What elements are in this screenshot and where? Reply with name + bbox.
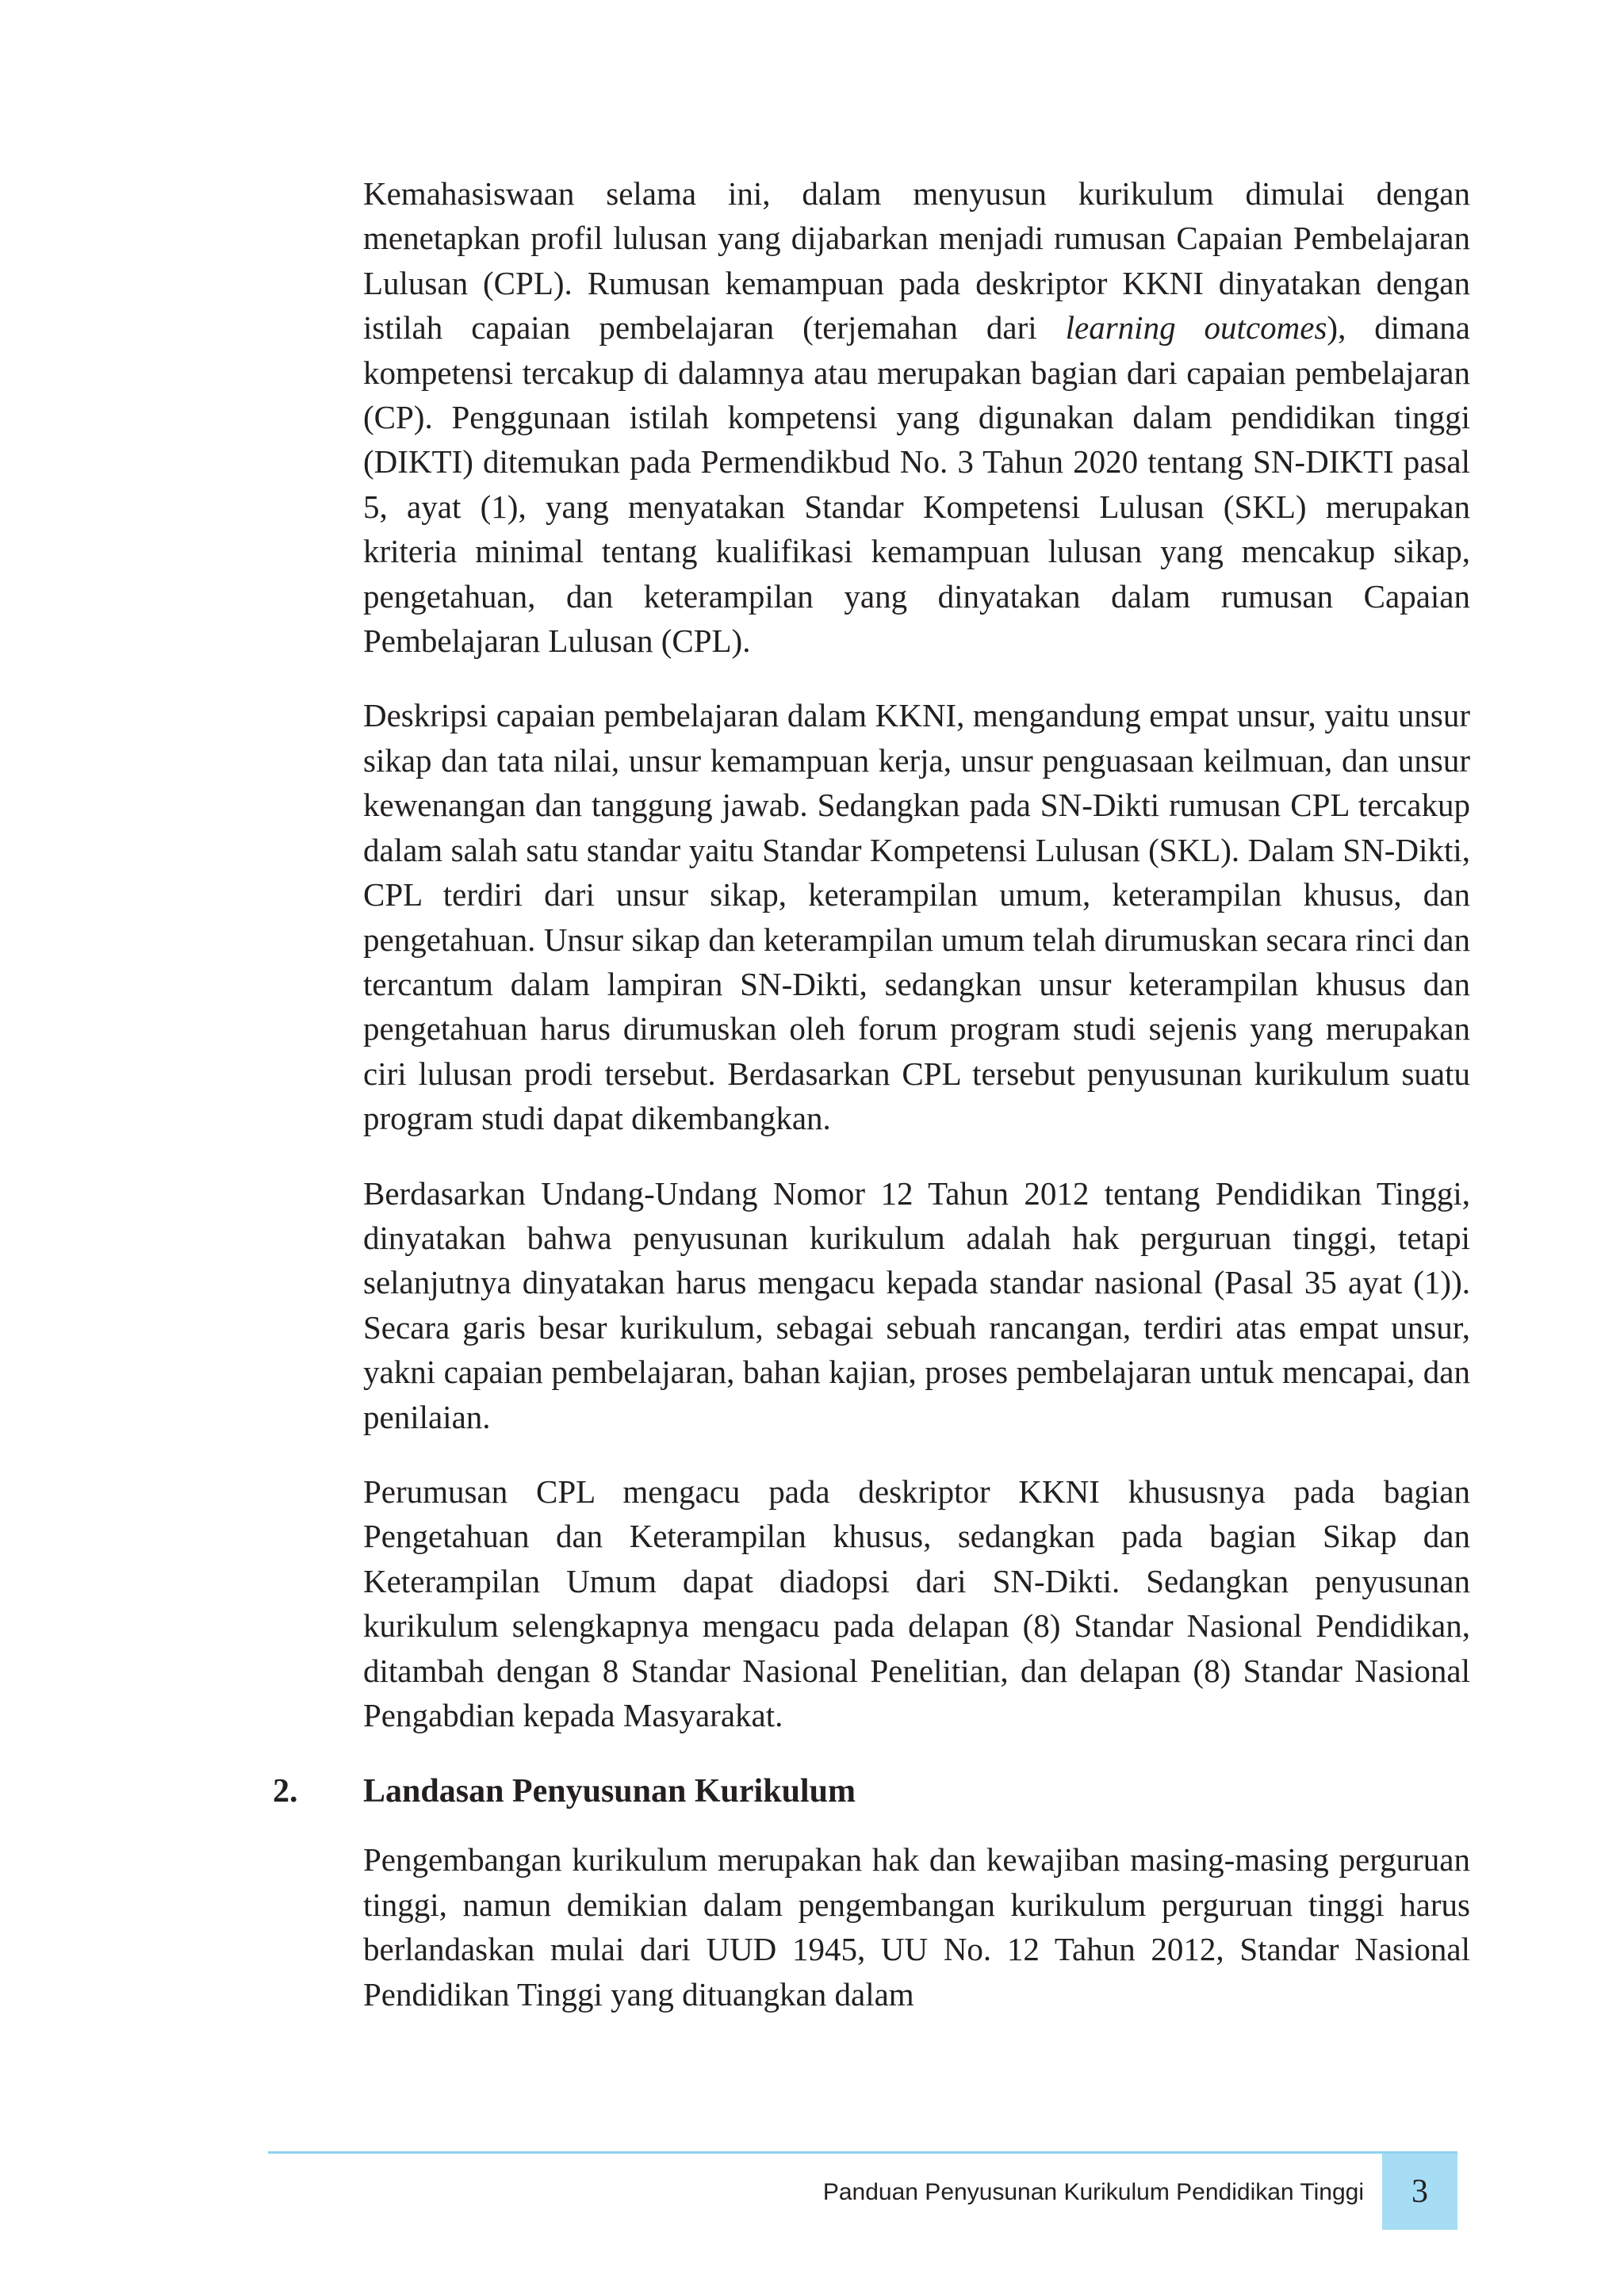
footer-divider xyxy=(268,2151,1457,2154)
paragraph-4: Perumusan CPL mengacu pada deskriptor KKNI khususnya pada bagian Pengetahuan dan Keterampilan khusus, sedangkan pada bagian Sikap dan Keterampilan Umum dapat diadopsi dari SN-Dikti. Sedangkan penyusunan kurikulum selengkapnya mengacu pada delapan (8) Standar Nasional Pendidikan, ditambah dengan 8 Standar Nasional Penelitian, dan delapan (8) Standar Nasional Pengabdian kepada Masyarakat. xyxy=(363,1473,1470,1733)
body-text xyxy=(273,171,1470,2047)
paragraph-1-text-start: Kemahasiswaan selama ini, dalam menyusun kurikulum dimulai dengan menetapkan profil lulusan yang dijabarkan menjadi rumusan Capaian Pembelajaran Lulusan (CPL). Rumusan kemampuan pada deskriptor KKNI dinyatakan dengan istilah capaian pembelajaran (terjemahan dari xyxy=(363,175,1470,347)
paragraph-1 xyxy=(363,171,1470,663)
section-number: 2. xyxy=(273,1773,298,1810)
section-title: Landasan Penyusunan Kurikulum xyxy=(363,1773,856,1810)
paragraph-2: Deskripsi capaian pembelajaran dalam KKNI, mengandung empat unsur, yaitu unsur sikap dan tata nilai, unsur kemampuan kerja, unsur penguasaan keilmuan, dan unsur kewenangan dan tanggung jawab. Sedangkan pada SN-Dikti rumusan CPL tercakup dalam salah satu standar yaitu Standar Kompetensi Lulusan (SKL). Dalam SN-Dikti, CPL terdiri dari unsur sikap, keterampilan umum, keterampilan khusus, dan pengetahuan. Unsur sikap dan keterampilan umum telah dirumuskan secara rinci dan tercantum dalam lampiran SN-Dikti, sedangkan unsur keterampilan khusus dan pengetahuan harus dirumuskan oleh forum program studi sejenis yang merupakan ciri lulusan prodi tersebut. Berdasarkan CPL tersebut penyusunan kurikulum suatu program studi dapat dikembangkan. xyxy=(363,697,1470,1137)
paragraph-3: Berdasarkan Undang-Undang Nomor 12 Tahun 2012 tentang Pendidikan Tinggi, dinyatakan bahwa penyusunan kurikulum adalah hak perguruan tinggi, tetapi selanjutnya dinyatakan harus mengacu kepada standar nasional (Pasal 35 ayat (1)). Secara garis besar kurikulum, sebagai sebuah rancangan, terdiri atas empat unsur, yakni capaian pembelajaran, bahan kajian, proses pembelajaran untuk mencapai, dan penilaian. xyxy=(363,1174,1470,1435)
paragraph-1-text-end: ), dimana kompetensi tercakup di dalamnya atau merupakan bagian dari capaian pembelajaran (CP). Penggunaan istilah kompetensi yang digunakan dalam pendidikan tinggi (DIKTI) ditemukan pada Permendikbud No. 3 Tahun 2020 tentang SN-DIKTI pasal 5, ayat (1), yang menyatakan Standar Kompetensi Lulusan (SKL) merupakan kriteria minimal tentang kualifikasi kemampuan lulusan yang mencakup sikap, pengetahuan, dan keterampilan yang dinyatakan dalam rumusan Capaian Pembelajaran Lulusan (CPL). xyxy=(363,309,1470,660)
italic-term-learning-outcomes: learning outcomes xyxy=(1065,309,1327,347)
footer-title: Panduan Penyusunan Kurikulum Pendidikan Tinggi xyxy=(822,2179,1364,2205)
page-number: 3 xyxy=(1411,2174,1428,2210)
page-number-box xyxy=(1382,2154,1457,2230)
paragraph-5: Pengembangan kurikulum merupakan hak dan kewajiban masing-masing perguruan tinggi, namun demikian dalam pengembangan kurikulum perguruan tinggi harus berlandaskan mulai dari UUD 1945, UU No. 12 Tahun 2012, Standar Nasional Pendidikan Tinggi yang dituangkan dalam xyxy=(363,1841,1470,2013)
section-heading xyxy=(273,1768,1470,1815)
